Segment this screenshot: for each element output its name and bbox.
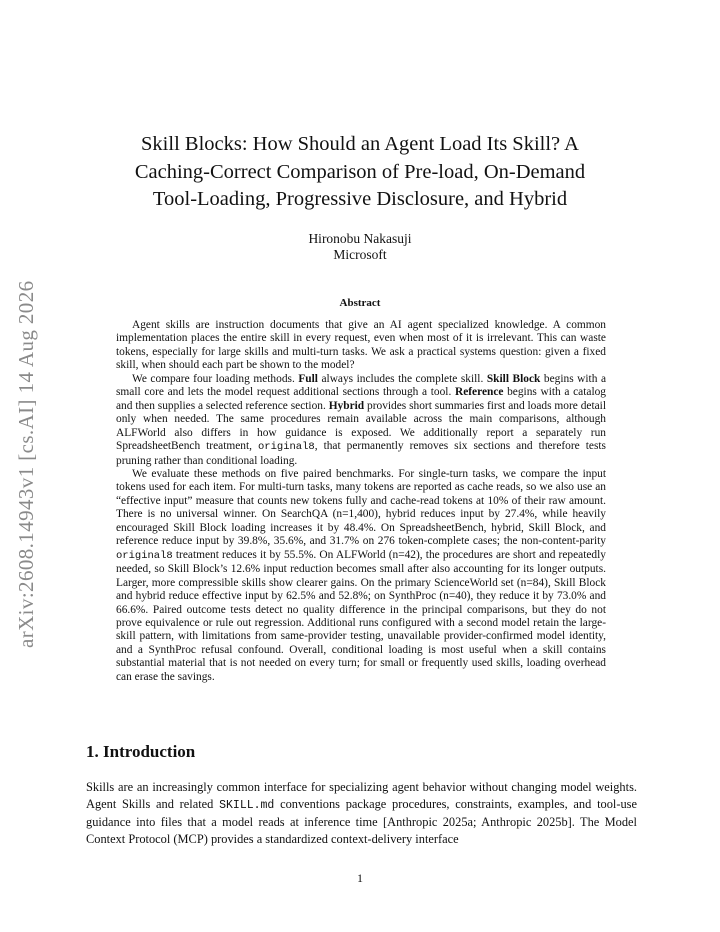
method-name-skill-block: Skill Block <box>486 372 541 385</box>
abstract-heading: Abstract <box>339 297 381 309</box>
text-run: provides short summaries first and loads more detail only when needed. The same procedures remain available across the main comparisons, although ALFWorld also differs in how guidance is exposed. We additionally report a separately run SpreadsheetBench treatment, <box>116 399 606 453</box>
paper-title <box>110 131 610 214</box>
method-name-full: Full <box>298 372 318 385</box>
arxiv-identifier: arXiv:2608.14943v1 [cs.AI] 14 Aug 2026 <box>14 280 38 648</box>
author-affiliation: Microsoft <box>333 247 387 262</box>
title-line: Skill Blocks: How Should an Agent Load Its Skill? A <box>141 133 579 155</box>
author-name: Hironobu Nakasuji <box>308 231 412 246</box>
method-name-hybrid: Hybrid <box>328 399 365 412</box>
title-line: Tool-Loading, Progressive Disclosure, and Hybrid <box>152 188 568 210</box>
text-run: treatment reduces it by 55.5%. On ALFWorld (n=42), the procedures are short and repeatedly needed, so Skill Block’s 12.6% input reduction becomes small after also accounting for its longer outputs. Larger, more compressible skills show clearer gains. On the primary ScienceWorld set (n=84), Skill Block and hybrid reduce effective input by 62.5% and 52.8%; on SynthProc (n=40), they reduce it by 73.0% and 66.6%. Paired outcome tests detect no quality difference in the principal comparisons, but they do not prove equivalence or rule out regression. Additional runs configured with a second model retain the large-skill pattern, with limitations from same-provider testing, unavailable provider-confirmed model identity, and a SynthProc refusal confound. Overall, conditional loading is most useful when a skill contains substantial material that is not needed on every turn; for small or frequently used skills, loading overhead can erase the savings. <box>116 548 606 683</box>
author-block <box>210 231 510 263</box>
section-heading: 1. Introduction <box>86 742 196 761</box>
title-line: Caching-Correct Comparison of Pre-load, On-Demand <box>134 160 586 183</box>
abstract-paragraph <box>116 468 606 684</box>
text-run: Skills are an increasingly common interface for specializing agent behavior without changing model weights. Agent Skills and related <box>86 780 637 811</box>
text-run: , that permanently removes six sections and therefore tests pruning rather than conditional loading. <box>116 440 606 467</box>
text-run: conventions package procedures, constraints, examples, and tool-use guidance into files that a model reads at inference time [Anthropic 2025a; Anthropic 2025b]. The Model Context Protocol (MCP) provides a standardized context-delivery interface <box>86 796 637 846</box>
code-term: original8 <box>116 549 173 562</box>
text-run: begins with a catalog and then supplies a selected reference section. <box>116 386 606 412</box>
code-term: original8 <box>258 441 315 454</box>
code-term: SKILL.md <box>219 798 275 812</box>
abstract-body <box>116 319 606 684</box>
text-run: always includes the complete skill. <box>317 372 487 385</box>
method-name-reference: Reference <box>454 386 504 399</box>
abstract-paragraph: Agent skills are instruction documents that give an AI agent specialized knowledge. A common implementation places the entire skill in every request, even when most of it is irrelevant. This can waste tokens, especially for large skills and multi-turn tasks. We ask a practical systems question: given a fixed skill, when should each part be shown to the model? <box>116 319 606 372</box>
text-run: We compare four loading methods. <box>132 372 299 385</box>
body-paragraph <box>86 779 637 847</box>
text-run: We evaluate these methods on five paired benchmarks. For single-turn tasks, we compare the input tokens used for each item. For multi-turn tasks, many tokens are reported as cache reads, so we also use an “effective input” measure that counts new tokens fully and cache-read tokens at 10% of their raw amount. There is no universal winner. On SearchQA (n=1,400), hybrid reduces input by 27.4%, while heavily encouraged Skill Block loading increases it by 48.4%. On SpreadsheetBench, hybrid, Skill Block, and reference reduce input by 39.8%, 35.6%, and 31.7% on 276 token-complete cases; the non-content-parity <box>116 467 606 548</box>
abstract-paragraph <box>116 373 606 468</box>
text-run: begins with a small core and lets the model request additional sections through a tool. <box>116 372 606 399</box>
page-number: 1 <box>357 871 363 885</box>
